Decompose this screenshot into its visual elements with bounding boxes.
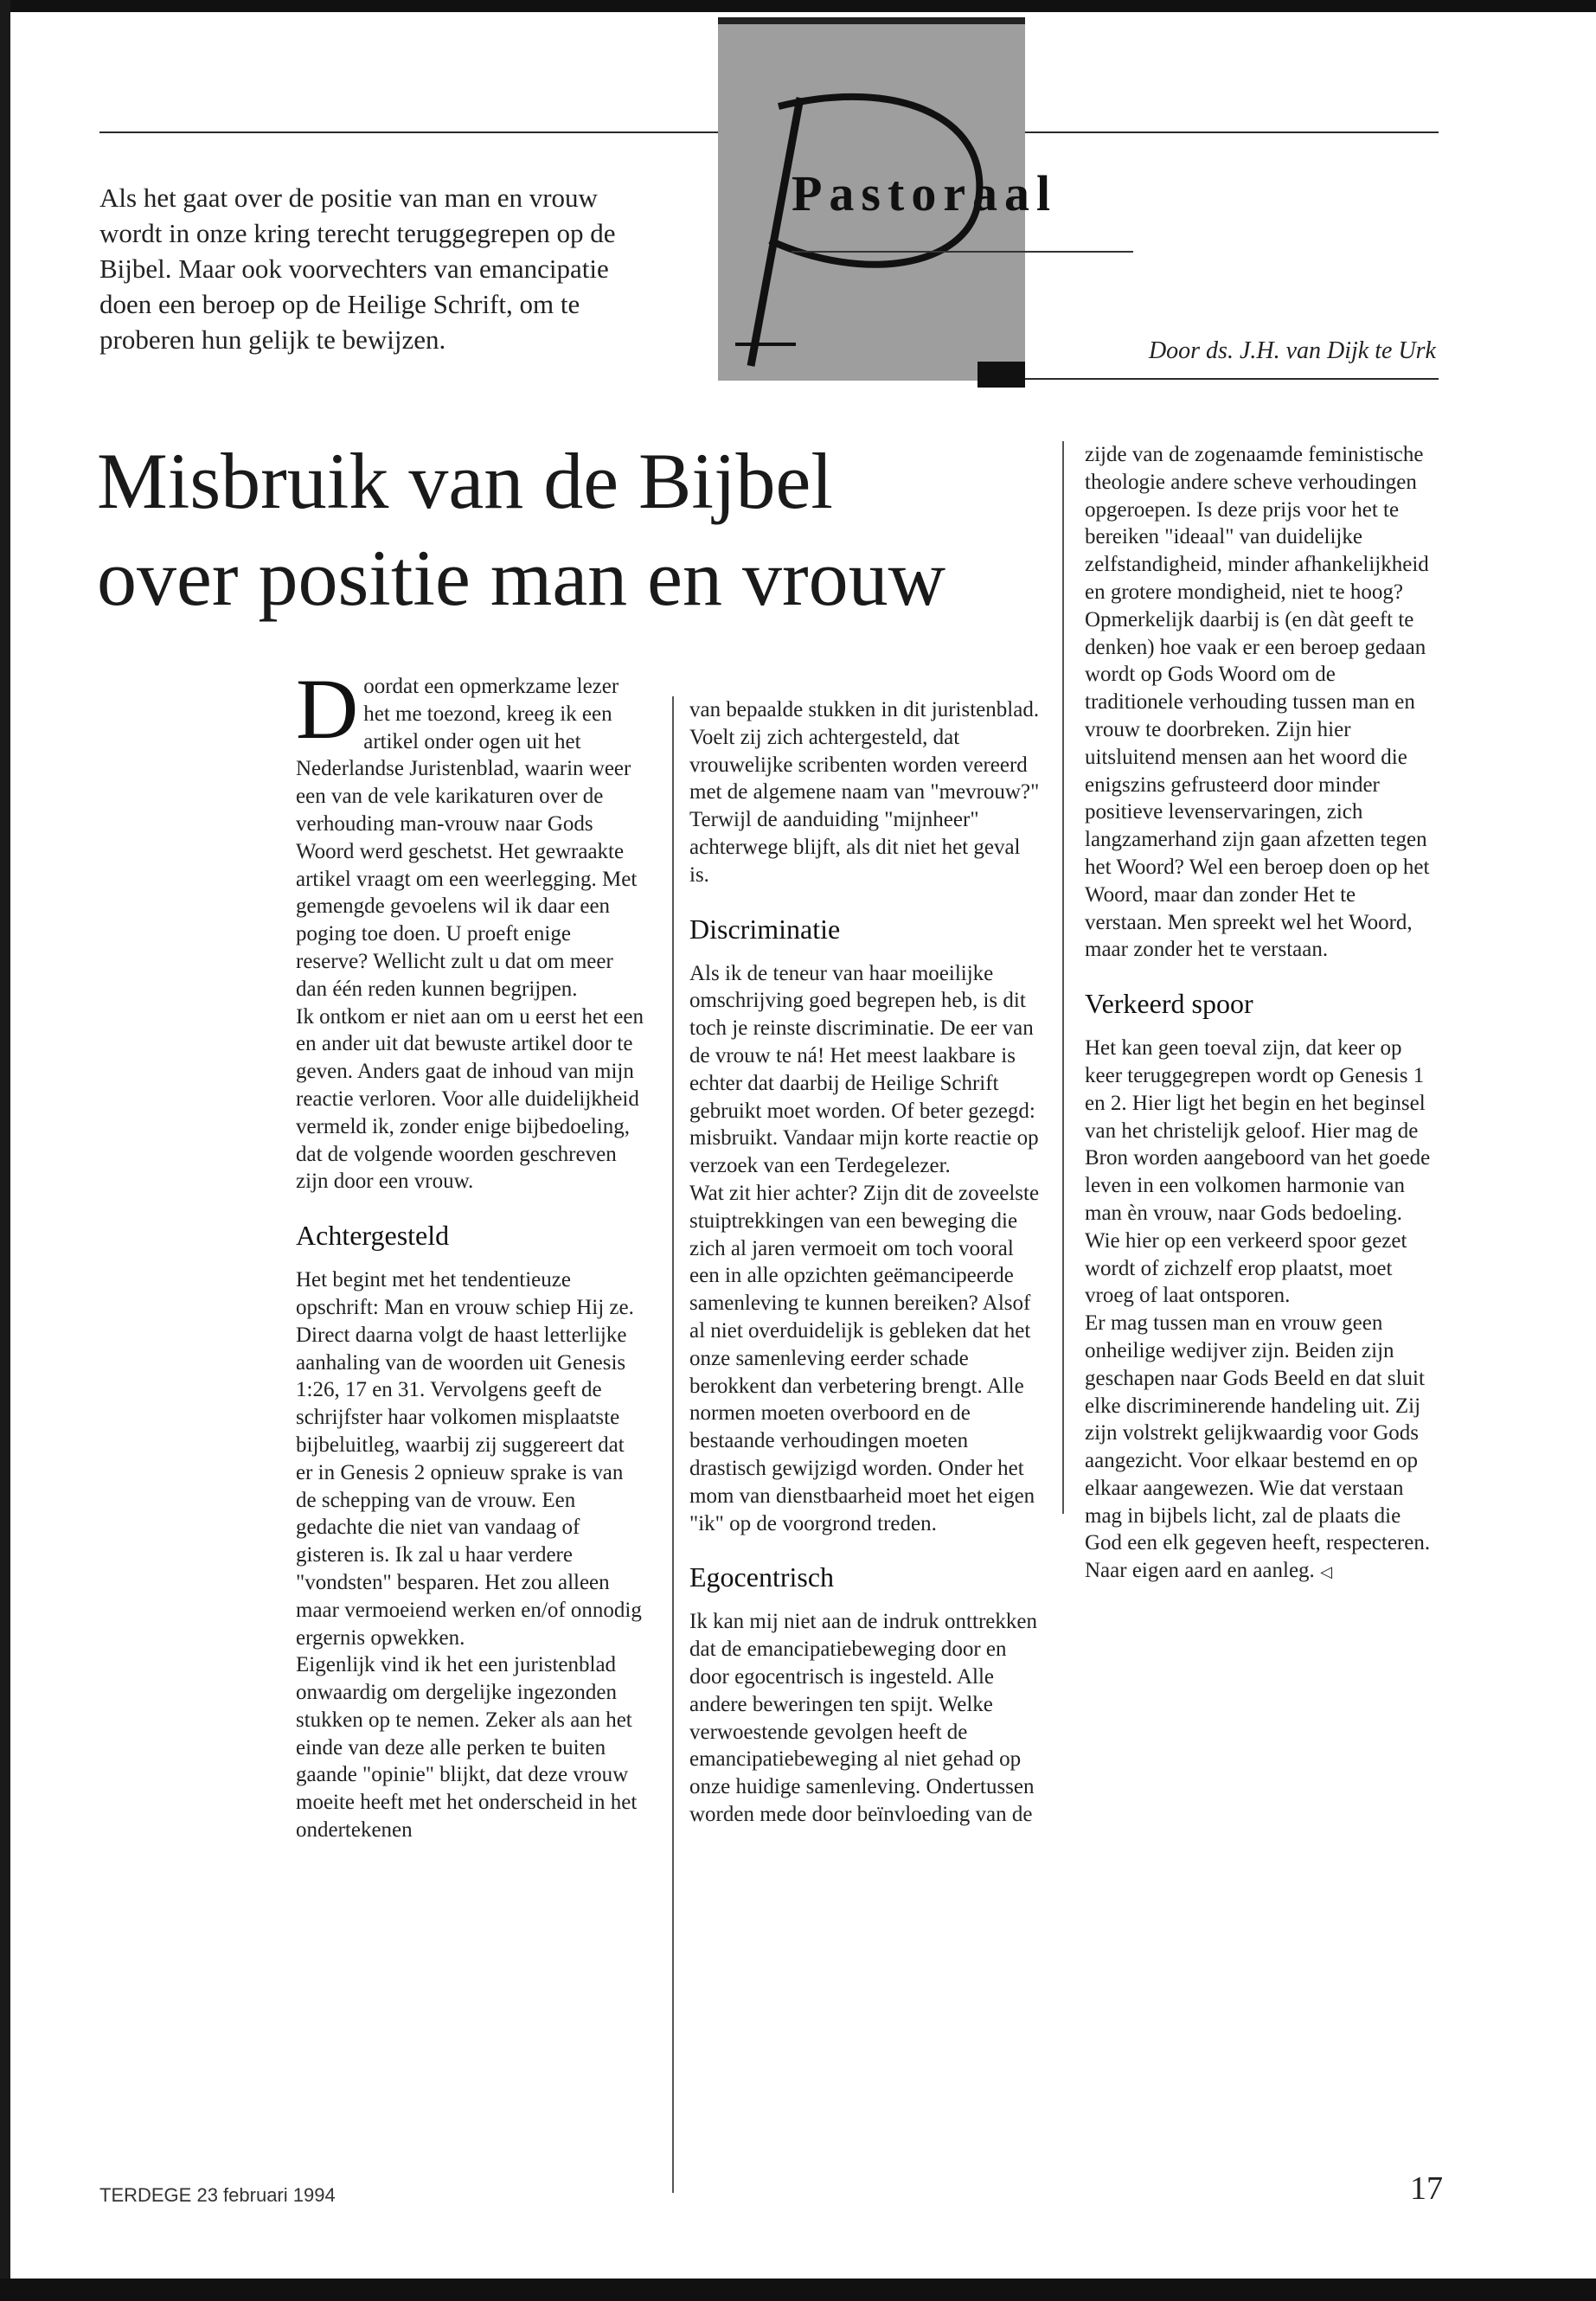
article-paragraph: Ik ontkom er niet aan om u eerst het een en ander uit dat bewuste artikel door te geven. Anders gaat de inhoud van mijn reactie verloren. Voor alle duidelijkheid vermeld ik, zonder enige bijbedoeling, dat de volgende woorden geschreven zijn door een vrouw. [296,1004,644,1194]
article-paragraph: Eigenlijk vind ik het een juristenblad onwaardig om dergelijke ingezonden stukken op te nemen. Zeker als aan het einde van deze alle perken te buiten gaande "opinie" blijkt, dat deze vrouw moeite heeft met het onderscheid in het ondertekenen [296,1653,638,1843]
headline-line-2: over positie man en vrouw [97,534,946,622]
intro-paragraph: Als het gaat over de positie van man en vrouw wordt in onze kring terecht teruggegrepen op de Bijbel. Maar ook voorvechters van emancipatie doen een beroep op de Heilige Schrift, om te proberen hun gelijk te bewijzen. [99,183,616,355]
section-title-rule [792,251,1133,253]
column-divider-2 [1062,441,1064,1514]
scan-edge-bottom [0,2279,1596,2301]
column-divider-1 [672,696,674,2193]
article-paragraph: Ik kan mij niet aan de indruk onttrekken dat de emancipatiebeweging door en door egocentrisch is ingesteld. Alle andere beweringen ten spijt. Welke verwoestende gevolgen heeft de emancipatiebeweging al niet gehad op onze huidige samenleving. Ondertussen worden mede door beïnvloeding van de [689,1610,1037,1826]
article-paragraph: Wat zit hier achter? Zijn dit de zoveelste stuiptrekkingen van een beweging die zich al jaren vermoeit om toch vooral een in alle opzichten geëmancipeerde samenleving te kunnen bereiken? Alsof al niet overduidelijk is gebleken dat het onze samenleving eerder schade berokkent dan verbetering brengt. Alle normen moeten overboord en de bestaande verhoudingen moeten drastisch gewijzigd worden. Onder het mom van dienstbaarheid moet het eigen "ik" op de voorgrond treden. [689,1181,1040,1535]
end-mark-icon: ◁ [1320,1563,1332,1581]
article-paragraph: Het begint met het tendentieuze opschrift: Man en vrouw schiep Hij ze. Direct daarna volgt de haast letterlijke aanhaling van de woorden uit Genesis 1:26, 17 en 31. Vervolgens geeft de schrijfster haar volkomen misplaatste bijbeluitleg, waarbij zij suggereert dat er in Genesis 2 opnieuw sprake is van de schepping van de vrouw. Een gedachte die niet van vandaag of gisteren is. Ik zal u haar verdere "vondsten" besparen. Het zou alleen maar vermoeiend werken en/of onnodig ergernis opwekken. [296,1268,642,1650]
article-paragraph-text: Er mag tussen man en vrouw geen onheilige wedijver zijn. Beiden zijn geschapen naar Gods Beeld en dat sluit elke discriminerende handeling uit. Zij zijn volstrekt gelijkwaardig voor Gods aangezicht. Voor elkaar bestemd en op elkaar aangewezen. Wie dat verstaan mag in bijbels licht, zal de plaats die God een elk gegeven heeft, respecteren. Naar eigen aard en aanleg. [1085,1311,1431,1583]
headline-line-1: Misbruik van de Bijbel [97,437,833,525]
headline [97,433,1031,626]
article-paragraph: van bepaalde stukken in dit juristenblad. Voelt zij zich achtergesteld, dat vrouwelijke scribenten worden vereerd met de algemene naam van "mevrouw?" Terwijl de aanduiding "mijnheer" achterwege blijft, als dit niet het geval is. [689,698,1040,887]
header-rule-right [1025,131,1439,133]
byline-rule [1025,378,1439,380]
article-paragraph-text: oordat een opmerkzame lezer het me toezond, kreeg ik een artikel onder ogen uit het Nederlandse Juristenblad, waarin weer een van de vele karikaturen over de verhouding man-vrouw naar Gods Woord werd geschetst. Het gewraakte artikel vraagt om een weerlegging. Met gemengde gevoelens wil ik daar een poging toe doen. U proeft enige reserve? Wellicht zult u dat om meer dan één reden kunnen begrijpen. [296,675,638,1001]
footer-publication: TERDEGE 23 februari 1994 [99,2184,336,2206]
subheading-egocentrisch: Egocentrisch [689,1561,835,1593]
subheading-achtergesteld: Achtergesteld [296,1220,450,1252]
article-paragraph [296,661,646,1003]
section-title: Pastoraal [792,165,1058,221]
article-paragraph: Opmerkelijk daarbij is (en dàt geeft te denken) hoe vaak er een beroep gedaan wordt op Gods Woord om de traditionele verhouding tussen man en vrouw te doorbreken. Zijn hier uitsluitend mensen aan het woord die enigszins gefrusteerd door minder positieve levenservaringen, zich langzamerhand zijn gaan afzetten tegen het Woord? Wel een beroep doen op het Woord, maar dan zonder Het te verstaan. Men spreekt wel het Woord, maar zonder het te verstaan. [1085,607,1430,962]
scan-edge-left [0,0,10,2301]
subheading-verkeerd-spoor: Verkeerd spoor [1085,988,1253,1020]
byline: Door ds. J.H. van Dijk te Urk [1148,337,1436,364]
article-paragraph [1085,1310,1435,1586]
article-paragraph: Het kan geen toeval zijn, dat keer op keer teruggegrepen wordt op Genesis 1 en 2. Hier ligt het begin en het beginsel van het christelijk geloof. Hier mag de Bron worden aangeboord van het goede leven in een volkomen harmonie van man èn vrouw, naar Gods bedoeling. Wie hier op een verkeerd spoor gezet wordt of zichzelf erop plaatst, moet vroeg of laat ontsporen. [1085,1036,1431,1308]
article-column-1 [296,661,646,1844]
header-rule-left [99,131,718,133]
page-number: 17 [1410,2170,1443,2207]
drop-cap: D [296,661,359,757]
scan-edge-top [0,0,1596,12]
article-column-2 [689,696,1040,1829]
article-paragraph: Als ik de teneur van haar moeilijke omschrijving goed begrepen heb, is dit toch je reinste discriminatie. De eer van de vrouw te ná! Het meest laakbare is echter dat daarbij de Heilige Schrift gebruikt moet worden. Of beter gezegd: misbruikt. Vandaar mijn korte reactie op verzoek van een Terdegelezer. [689,961,1039,1178]
subheading-discriminatie: Discriminatie [689,913,841,945]
article-paragraph: zijde van de zogenaamde feministische theologie andere scheve verhoudingen opgeroepen. Is deze prijs voor het te bereiken "ideaal" van duidelijke zelfstandigheid, minder afhankelijkheid en grotere mondigheid, niet te hoog? [1085,443,1429,604]
article-column-3 [1085,441,1435,1586]
